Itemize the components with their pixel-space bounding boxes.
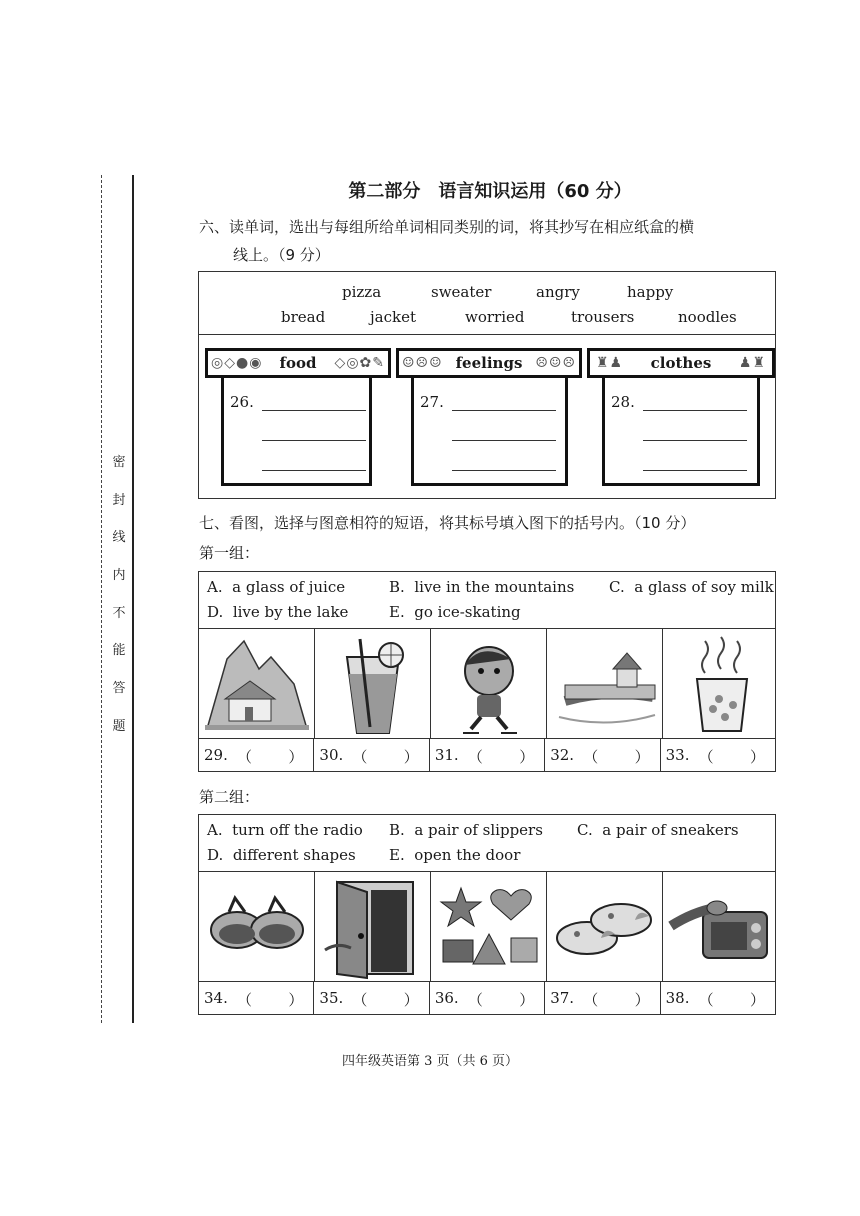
option: B. a pair of slippers — [389, 821, 543, 839]
shapes-icon — [431, 872, 547, 981]
answer-box-26: 26. — [221, 378, 372, 486]
juice-glass-icon — [315, 629, 431, 738]
lake-house-icon — [547, 629, 663, 738]
group-1-answer-row — [198, 739, 776, 772]
category-box-food: ◎◇●◉ food ◇◎✿✎ — [205, 348, 391, 378]
answer-cell-33[interactable]: 33. （ ） — [665, 746, 766, 766]
radio-icon — [663, 872, 778, 981]
answer-cell-32[interactable]: 32. （ ） — [545, 739, 660, 771]
question-7-instructions: 七、看图，选择与图意相符的短语，将其标号填入图下的括号内。（10 分） — [199, 514, 696, 532]
group-1-options — [198, 571, 776, 629]
word: bread — [281, 308, 326, 326]
group-1-title: 第一组： — [199, 544, 260, 562]
divider — [199, 334, 775, 335]
answer-cell-35[interactable]: 35. （ ） — [314, 982, 429, 1014]
word: noodles — [678, 308, 737, 326]
answer-cell-37[interactable]: 37. （ ） — [545, 982, 660, 1014]
soy-milk-cup-icon — [663, 629, 778, 738]
word-classification-box — [198, 271, 776, 499]
word: pizza — [342, 283, 382, 301]
answer-line[interactable] — [262, 470, 366, 471]
group-2-images — [198, 872, 776, 982]
option: C. a pair of sneakers — [577, 821, 739, 839]
mountain-house-icon — [199, 629, 315, 738]
face-icons: ☺☹☺ — [402, 355, 443, 371]
face-icons: ☹☺☹ — [535, 355, 576, 371]
word: trousers — [571, 308, 635, 326]
answer-box-28: 28. — [602, 378, 760, 486]
answer-line[interactable] — [262, 410, 366, 411]
option: D. live by the lake — [207, 603, 349, 621]
clothes-icons: ♟♜ — [738, 355, 766, 371]
group-2-options — [198, 814, 776, 872]
section-title: 第二部分 语言知识运用（60 分） — [348, 181, 632, 202]
food-icons: ◎◇●◉ — [211, 355, 263, 371]
answer-line[interactable] — [643, 410, 747, 411]
answer-cell-29[interactable]: 29. （ ） — [199, 739, 314, 771]
word: angry — [536, 283, 580, 301]
sneakers-icon — [199, 872, 315, 981]
option: C. a glass of soy milk — [609, 578, 774, 596]
question-6-instructions: 六、读单词，选出与每组所给单词相同类别的词，将其抄写在相应纸盒的横 线上。（9 分） — [199, 218, 695, 264]
option: A. turn off the radio — [207, 821, 363, 839]
group-1-images — [198, 629, 776, 739]
category-box-feelings: ☺☹☺ feelings ☹☺☹ — [396, 348, 582, 378]
option: B. live in the mountains — [389, 578, 575, 596]
category-box-clothes: ♜♟ clothes ♟♜ — [587, 348, 775, 378]
word: happy — [627, 283, 674, 301]
skating-girl-icon — [431, 629, 547, 738]
food-icons: ◇◎✿✎ — [334, 355, 385, 371]
answer-cell-31[interactable]: 31. （ ） — [430, 739, 545, 771]
answer-line[interactable] — [452, 410, 556, 411]
binding-solid-line — [132, 175, 134, 1023]
word: worried — [465, 308, 525, 326]
answer-line[interactable] — [452, 440, 556, 441]
page-footer: 四年级英语第 3 页（共 6 页） — [341, 1054, 519, 1069]
option: E. open the door — [389, 846, 521, 864]
group-2-title: 第二组： — [199, 788, 260, 806]
seal-warning-text: 密 封 线 内 不 能 答 题 — [112, 455, 126, 734]
answer-line[interactable] — [262, 440, 366, 441]
group-2-answer-row — [198, 982, 776, 1015]
answer-line[interactable] — [452, 470, 556, 471]
option: A. a glass of juice — [207, 578, 346, 596]
answer-cell-30[interactable]: 30. （ ） — [314, 739, 429, 771]
answer-cell-36[interactable]: 36. （ ） — [430, 982, 545, 1014]
binding-dashed-line — [101, 175, 102, 1023]
word: sweater — [431, 283, 492, 301]
answer-cell-34[interactable]: 34. （ ） — [199, 982, 314, 1014]
option: D. different shapes — [207, 846, 356, 864]
answer-cell-38[interactable]: 38. （ ） — [665, 989, 766, 1009]
answer-line[interactable] — [643, 440, 747, 441]
slippers-icon — [547, 872, 663, 981]
open-door-icon — [315, 872, 431, 981]
option: E. go ice-skating — [389, 603, 521, 621]
answer-line[interactable] — [643, 470, 747, 471]
word: jacket — [370, 308, 416, 326]
answer-box-27: 27. — [411, 378, 568, 486]
clothes-icons: ♜♟ — [596, 355, 624, 371]
